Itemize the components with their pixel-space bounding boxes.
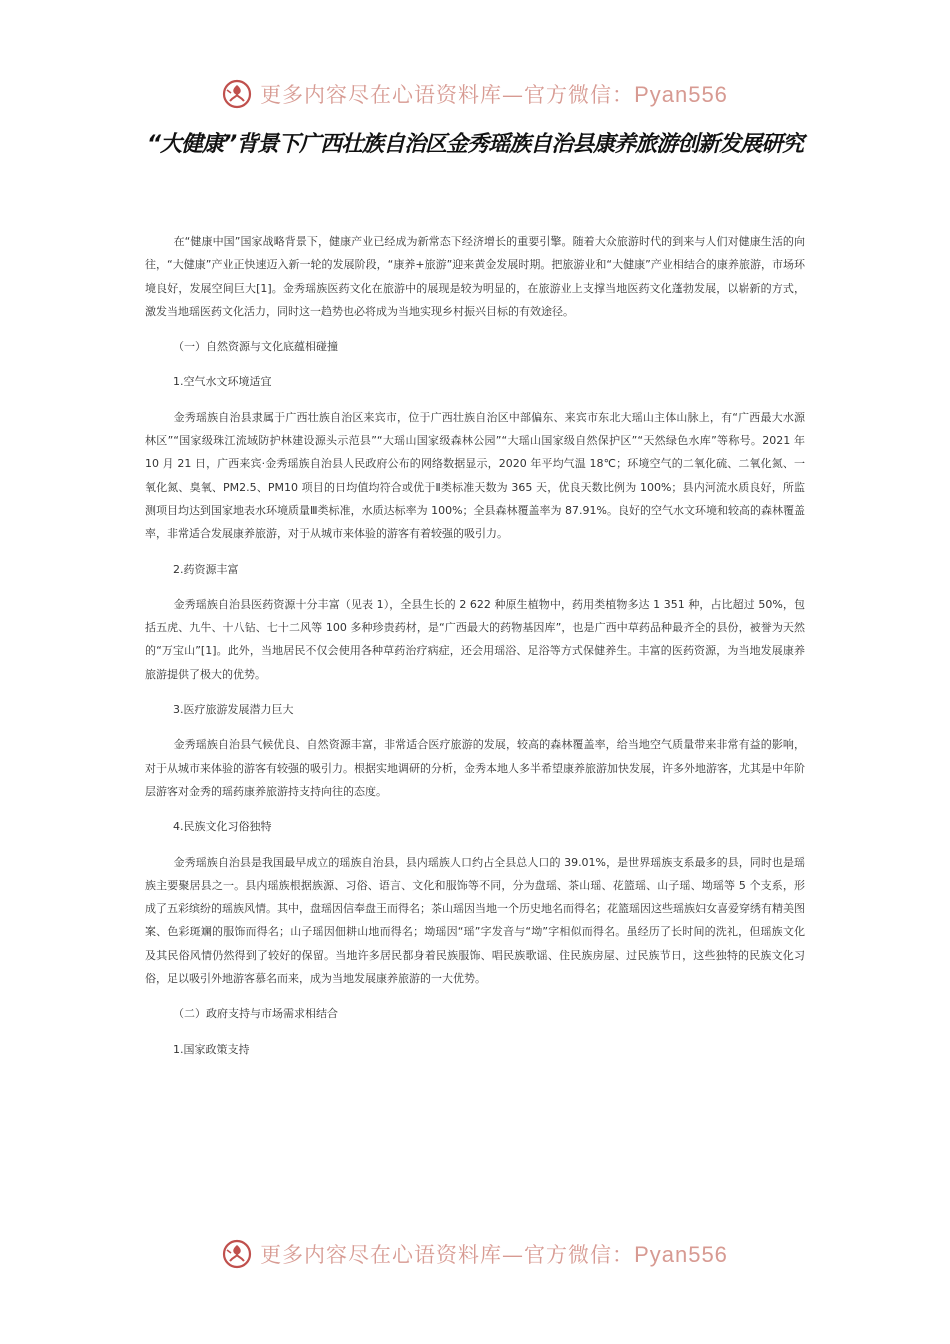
body-paragraph: 在“健康中国”国家战略背景下，健康产业已经成为新常态下经济增长的重要引擎。随着大众旅游时代的到来与人们对健康生活的向往，“大健康”产业正快速迈入新一轮的发展阶段，“康养+旅游”迎来黄金发展时期。把旅游业和“大健康”产业相结合的康养旅游，市场环境良好，发展空间巨大[1]。金秀瑶族医药文化在旅游中的展现是较为明显的，在旅游业上支撑当地医药文化蓬勃发展，以崭新的方式，激发当地瑶医药文化活力，同时这一趋势也必将成为当地实现乡村振兴目标的有效途径。 <box>145 235 805 318</box>
flower-seal-logo-icon <box>222 1239 252 1269</box>
banner-text: 更多内容尽在心语资料库—官方微信：Pyan556 <box>260 82 728 107</box>
section-heading: （一）自然资源与文化底蕴相碰撞 <box>173 340 338 354</box>
section-heading: 1.国家政策支持 <box>173 1042 250 1056</box>
banner-text: 更多内容尽在心语资料库—官方微信：Pyan556 <box>260 1242 728 1267</box>
section-heading: （二）政府支持与市场需求相结合 <box>173 1007 338 1021</box>
section-heading: 3.医疗旅游发展潜力巨大 <box>173 703 294 717</box>
section-heading: 2.药资源丰富 <box>173 562 239 576</box>
header-banner <box>0 72 950 116</box>
flower-seal-logo-icon <box>222 79 252 109</box>
section-heading: 4.民族文化习俗独特 <box>173 820 272 834</box>
body-paragraph: 金秀瑶族自治县气候优良、自然资源丰富，非常适合医疗旅游的发展，较高的森林覆盖率，给当地空气质量带来非常有益的影响，对于从城市来体验的游客有较强的吸引力。根据实地调研的分析，金秀本地人多半希望康养旅游加快发展，许多外地游客，尤其是中年阶层游客对金秀的瑶药康养旅游持支持向往的态度。 <box>145 738 805 798</box>
body-paragraph: 金秀瑶族自治县隶属于广西壮族自治区来宾市，位于广西壮族自治区中部偏东、来宾市东北大瑶山主体山脉上，有“广西最大水源林区”“国家级珠江流域防护林建设源头示范县”“大瑶山国家级森林公园”“大瑶山国家级自然保护区”“天然绿色水库”等称号。2021 年 10 月 21 日，广西来宾·金秀瑶族自治县人民政府公布的网络数据显示，2020 年平均气温 18℃；环境空气的二氧化硫、二氧化氮、一氧化氮、臭氧、PM2.5、PM10 项目的日均值均符合或优于Ⅱ类标准天数为 365 天，优良天数比例为 100%；县内河流水质良好，所监测项目均达到国家地表水环境质量Ⅲ类标准，水质达标率为 100%；全县森林覆盖率为 87.91%。良好的空气水文环境和较高的森林覆盖率，非常适合发展康养旅游，对于从城市来体验的游客有着较强的吸引力。 <box>145 410 805 541</box>
body-paragraph: 金秀瑶族自治县是我国最早成立的瑶族自治县，县内瑶族人口约占全县总人口的 39.01%，是世界瑶族支系最多的县，同时也是瑶族主要聚居县之一。县内瑶族根据族源、习俗、语言、文化和服饰等不同，分为盘瑶、茶山瑶、花篮瑶、山子瑶、坳瑶等 5 个支系，形成了五彩缤纷的瑶族风情。其中，盘瑶因信奉盘王而得名；茶山瑶因当地一个历史地名而得名；花篮瑶因这些瑶族妇女喜爱穿绣有精美图案、色彩斑斓的服饰而得名；山子瑶因佃耕山地而得名；坳瑶因“瑶”字发音与“坳”字相似而得名。虽经历了长时间的洗礼，但瑶族文化及其民俗风情仍然得到了较好的保留。当地许多居民都身着民族服饰、唱民族歌谣、住民族房屋、过民族节日，这些独特的民族文化习俗，足以吸引外地游客慕名而来，成为当地发展康养旅游的一大优势。 <box>145 855 805 986</box>
footer-banner <box>0 1232 950 1276</box>
section-heading: 1.空气水文环境适宜 <box>173 375 272 389</box>
page-title: “大健康”背景下广西壮族自治区金秀瑶族自治县康养旅游创新发展研究 <box>146 132 804 157</box>
article-body <box>145 230 805 1073</box>
body-paragraph: 金秀瑶族自治县医药资源十分丰富（见表 1），全县生长的 2 622 种原生植物中，药用类植物多达 1 351 种，占比超过 50%，包括五虎、九牛、十八钻、七十二风等 100 多种珍贵药材，是“广西最大的药物基因库”，也是广西中草药品种最齐全的县份，被誉为天然的“万宝山”[1]。此外，当地居民不仅会使用各种草药治疗病症，还会用瑶浴、足浴等方式保健养生。丰富的医药资源，为当地发展康养旅游提供了极大的优势。 <box>145 597 805 681</box>
